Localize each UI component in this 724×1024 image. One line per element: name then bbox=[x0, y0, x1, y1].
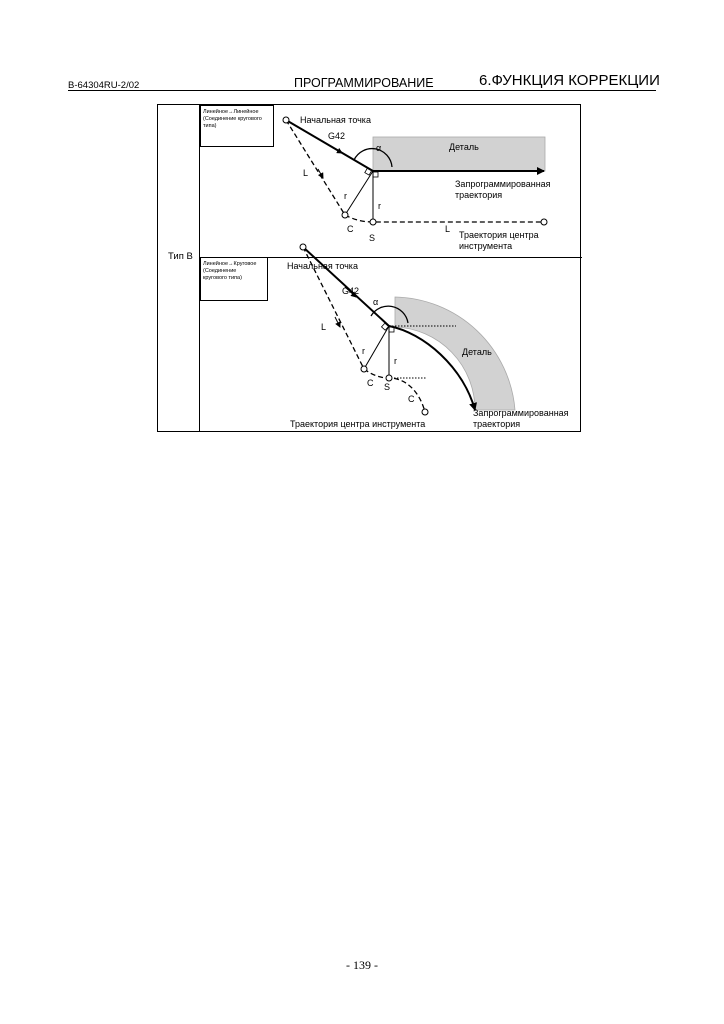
g42-label-1: G42 bbox=[328, 131, 346, 141]
part-label-2: Деталь bbox=[462, 347, 492, 357]
right-angle-mark-1b bbox=[373, 172, 378, 177]
document-id: B-64304RU-2/02 bbox=[68, 80, 140, 91]
radius-line-2a bbox=[364, 326, 389, 369]
part-label-1: Деталь bbox=[449, 142, 479, 152]
c-label-2b: C bbox=[408, 394, 415, 404]
row-label: Тип B bbox=[168, 251, 193, 262]
programmed-path-label-2b: траектория bbox=[473, 419, 521, 429]
tool-center-label-2: Траектория центра инструмента bbox=[290, 419, 426, 429]
s-label-2: S bbox=[384, 382, 391, 392]
panel1-desc-line2: (Соединение кругового bbox=[203, 116, 262, 122]
tool-center-label-1a: Траектория центра bbox=[459, 230, 539, 240]
start-point-2 bbox=[300, 244, 306, 250]
l-label-1b: L bbox=[445, 224, 451, 234]
panel1-desc-line3: типа) bbox=[203, 123, 217, 129]
l-label-1a: L bbox=[303, 168, 309, 178]
point-c-2b bbox=[422, 409, 428, 415]
start-point-1 bbox=[283, 117, 289, 123]
alpha-label-1: α bbox=[376, 143, 382, 153]
page-number: - 139 - bbox=[346, 958, 378, 972]
page-header bbox=[0, 70, 724, 94]
s-label-1: S bbox=[369, 233, 376, 243]
start-point-label-1: Начальная точка bbox=[300, 115, 371, 125]
tool-center-path-2b bbox=[364, 369, 425, 412]
point-s-1 bbox=[370, 219, 376, 225]
programmed-path-label-2a: Запрограммированная bbox=[473, 408, 569, 418]
programmed-path-label-1b: траектория bbox=[455, 190, 503, 200]
r-label-1b: r bbox=[378, 201, 381, 211]
programmed-path-label-1a: Запрограммированная bbox=[455, 179, 551, 189]
point-c-1 bbox=[342, 212, 348, 218]
panel2-desc-line2: (Соединение bbox=[203, 268, 237, 274]
g42-label-2: G42 bbox=[342, 286, 360, 296]
alpha-label-2: α bbox=[373, 297, 379, 307]
g42-arrow-1 bbox=[328, 145, 342, 153]
r-label-1a: r bbox=[344, 191, 347, 201]
point-c-2a bbox=[361, 366, 367, 372]
l-label-2: L bbox=[321, 322, 327, 332]
diagram-canvas bbox=[158, 105, 582, 433]
radius-line-1a bbox=[345, 171, 373, 215]
c-label-2a: C bbox=[367, 378, 374, 388]
tool-center-label-1b: инструмента bbox=[459, 241, 513, 251]
header-rule bbox=[68, 90, 656, 91]
c-label-1: C bbox=[347, 224, 354, 234]
panel1-desc-line1: Линейное→Линейное bbox=[203, 109, 259, 115]
end-point-1 bbox=[541, 219, 547, 225]
section-title: ПРОГРАММИРОВАНИЕ bbox=[294, 76, 434, 90]
panel2-desc-line1: Линейное→Круговое bbox=[203, 261, 257, 267]
r-label-2b: r bbox=[394, 356, 397, 366]
point-s-2 bbox=[386, 375, 392, 381]
figure-type-b bbox=[157, 104, 581, 432]
chapter-title: 6.ФУНКЦИЯ КОРРЕКЦИИ bbox=[479, 72, 660, 89]
start-point-label-2: Начальная точка bbox=[287, 261, 358, 271]
panel2-desc-line3: кругового типа) bbox=[203, 275, 242, 281]
r-label-2a: r bbox=[362, 346, 365, 356]
